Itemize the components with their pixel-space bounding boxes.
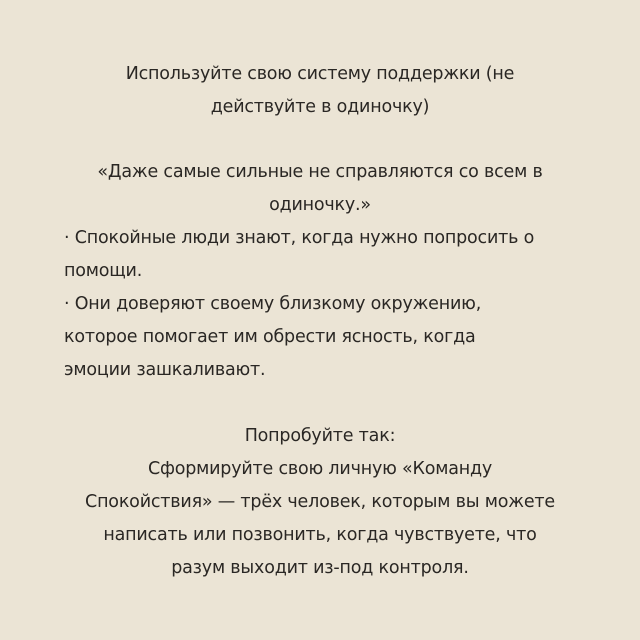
bullet-2-line-1: · Они доверяют своему близкому окружению, (64, 294, 482, 314)
bullet-2-line-2: которое помогает им обрести ясность, когда (64, 327, 476, 347)
try-it-line-2: Спокойствия» — трёх человек, которым вы можете (85, 492, 555, 512)
quote-line-2: одиночку.» (269, 195, 371, 215)
try-it-title: Попробуйте так: (244, 426, 396, 446)
quote-line-1: «Даже самые сильные не справляются со всем в (97, 162, 543, 182)
bullet-1-line-2: помощи. (64, 261, 143, 281)
bullet-1-line-1: · Спокойные люди знают, когда нужно попросить о (64, 228, 535, 248)
bullet-2-line-3: эмоции зашкаливают. (64, 360, 266, 380)
try-it-line-4: разум выходит из-под контроля. (171, 558, 469, 578)
try-it-line-3: написать или позвонить, когда чувствуете, что (103, 525, 537, 545)
heading-line-1: Используйте свою систему поддержки (не (125, 64, 515, 84)
heading-line-2: действуйте в одиночку) (210, 97, 430, 117)
try-it-line-1: Сформируйте свою личную «Команду (147, 459, 493, 479)
